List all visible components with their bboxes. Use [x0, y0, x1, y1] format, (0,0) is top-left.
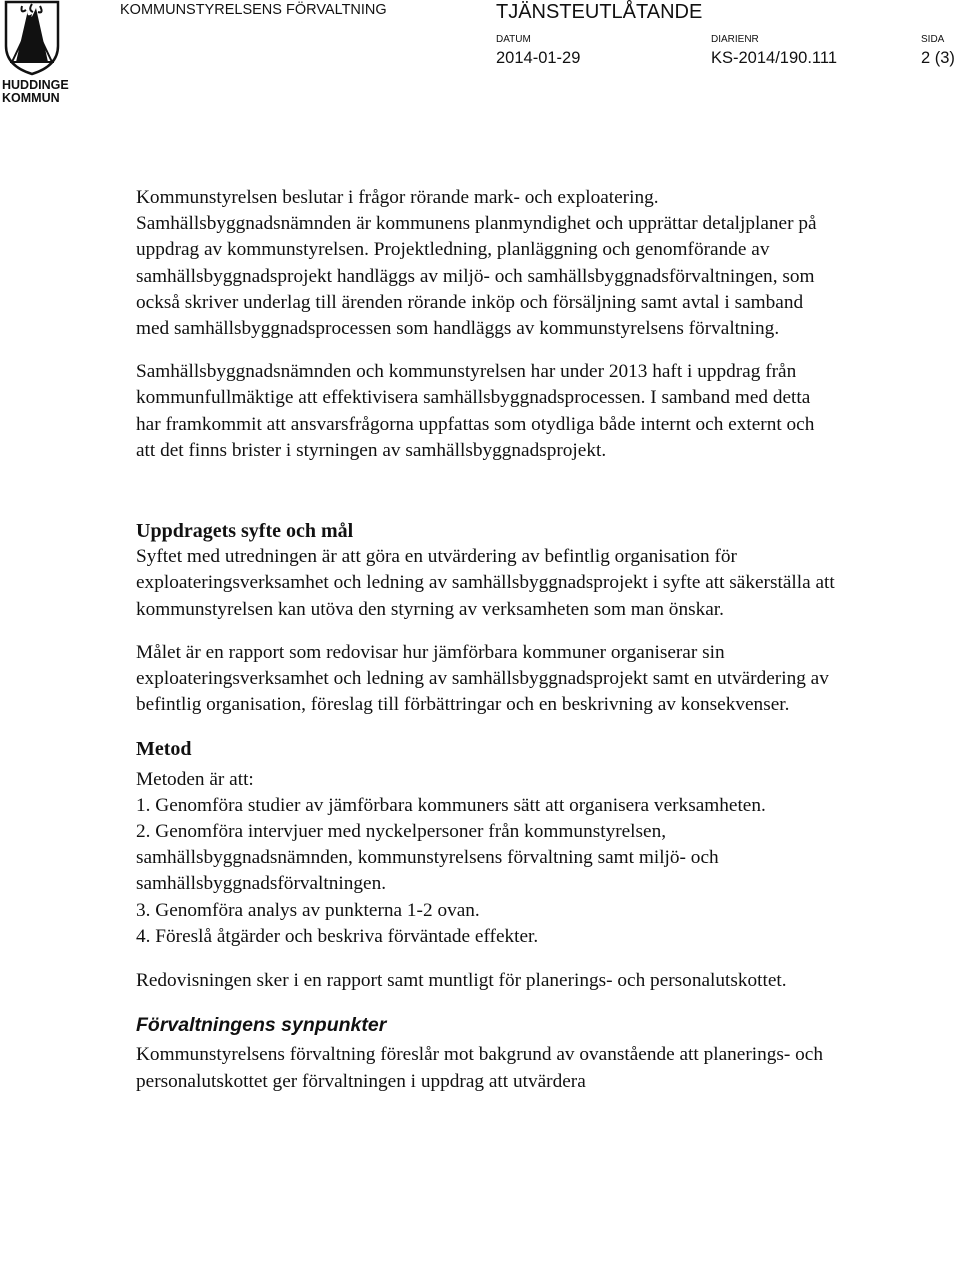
method-intro: Metoden är att: — [136, 768, 254, 790]
method-step-1: 1. Genomföra studier av jämförbara kommuners sätt att organisera verksamheten. — [136, 794, 766, 816]
paragraph-goal: Målet är en rapport som redovisar hur jämförbara kommuner organiserar sin exploateringsverksamhet och ledning av samhällsbyggnadsprojekt samt en utvärdering av befintlig organisation, föreslag till förbättringar och en beskrivning av konsekvenser. — [136, 641, 829, 716]
diarienr-label: DIARIENR — [711, 34, 759, 45]
heading-purpose: Uppdragets syfte och mål — [136, 520, 354, 543]
paragraph-purpose: Syftet med utredningen är att göra en utvärdering av befintlig organisation för exploateringsverksamhet och ledning av samhällsbyggnadsprojekt i syfte att säkerställa att kommunstyrelsen kan utöva den styrning av verksamheten som man önskar. — [136, 546, 835, 620]
method-step-3: 3. Genomföra analys av punkterna 1-2 ovan. — [136, 899, 480, 921]
page-number: 2 (3) — [921, 49, 955, 67]
logo-text-line2: KOMMUN — [2, 91, 60, 105]
document-body — [136, 185, 836, 1095]
method-step-2: 2. Genomföra intervjuer med nyckelpersoner från kommunstyrelsen, samhällsbyggnadsnämnden, kommunstyrelsens förvaltning samt miljö- och samhällsbyggnadsförvaltningen. — [136, 821, 719, 895]
organization-name: KOMMUNSTYRELSENS FÖRVALTNING — [120, 2, 387, 18]
municipality-logo — [0, 0, 72, 108]
logo-text — [2, 79, 72, 105]
heading-method: Metod — [136, 738, 192, 761]
document-type: TJÄNSTEUTLÅTANDE — [496, 1, 703, 23]
paragraph-administration-views: Kommunstyrelsens förvaltning föreslår mot bakgrund av ovanstående att planerings- och personalutskottet ger förvaltningen i uppdrag att utvärdera — [136, 1044, 823, 1092]
page-label: SIDA — [921, 34, 945, 45]
logo-text-line1: HUDDINGE — [2, 78, 69, 92]
date-value: 2014-01-29 — [496, 49, 581, 67]
paragraph-assignment: Samhällsbyggnadsnämnden och kommunstyrelsen har under 2013 haft i uppdrag från kommunfullmäktige att effektivisera samhällsbyggnadsprocessen. I samband med detta har framkommit att ansvarsfrågorna uppfattas som otydliga både internt och externt och att det finns brister i styrningen av samhällsbyggnadsprojekt. — [136, 361, 815, 461]
paragraph-reporting: Redovisningen sker i en rapport samt muntligt för planerings- och personalutskottet. — [136, 970, 787, 992]
diarienr-value: KS-2014/190.111 — [711, 49, 837, 67]
paragraph-background: Kommunstyrelsen beslutar i frågor rörande mark- och exploatering. Samhällsbyggnadsnämnden är kommunens planmyndighet och upprättar detaljplaner på uppdrag av kommunstyrelsen. Projektledning, planläggning och genomförande av samhällsbyggnadsprojekt handläggs av miljö- och samhällsbyggnadsförvaltningen, som också skriver underlag till ärenden rörande inköp och försäljning samt avtal i samband med samhällsbyggnadsprocessen som handläggs av kommunstyrelsens förvaltning. — [136, 187, 817, 340]
date-label: DATUM — [496, 34, 531, 45]
heading-administration-views: Förvaltningens synpunkter — [136, 1014, 387, 1037]
method-step-4: 4. Föreslå åtgärder och beskriva förväntade effekter. — [136, 925, 539, 947]
crest-icon — [2, 0, 62, 76]
